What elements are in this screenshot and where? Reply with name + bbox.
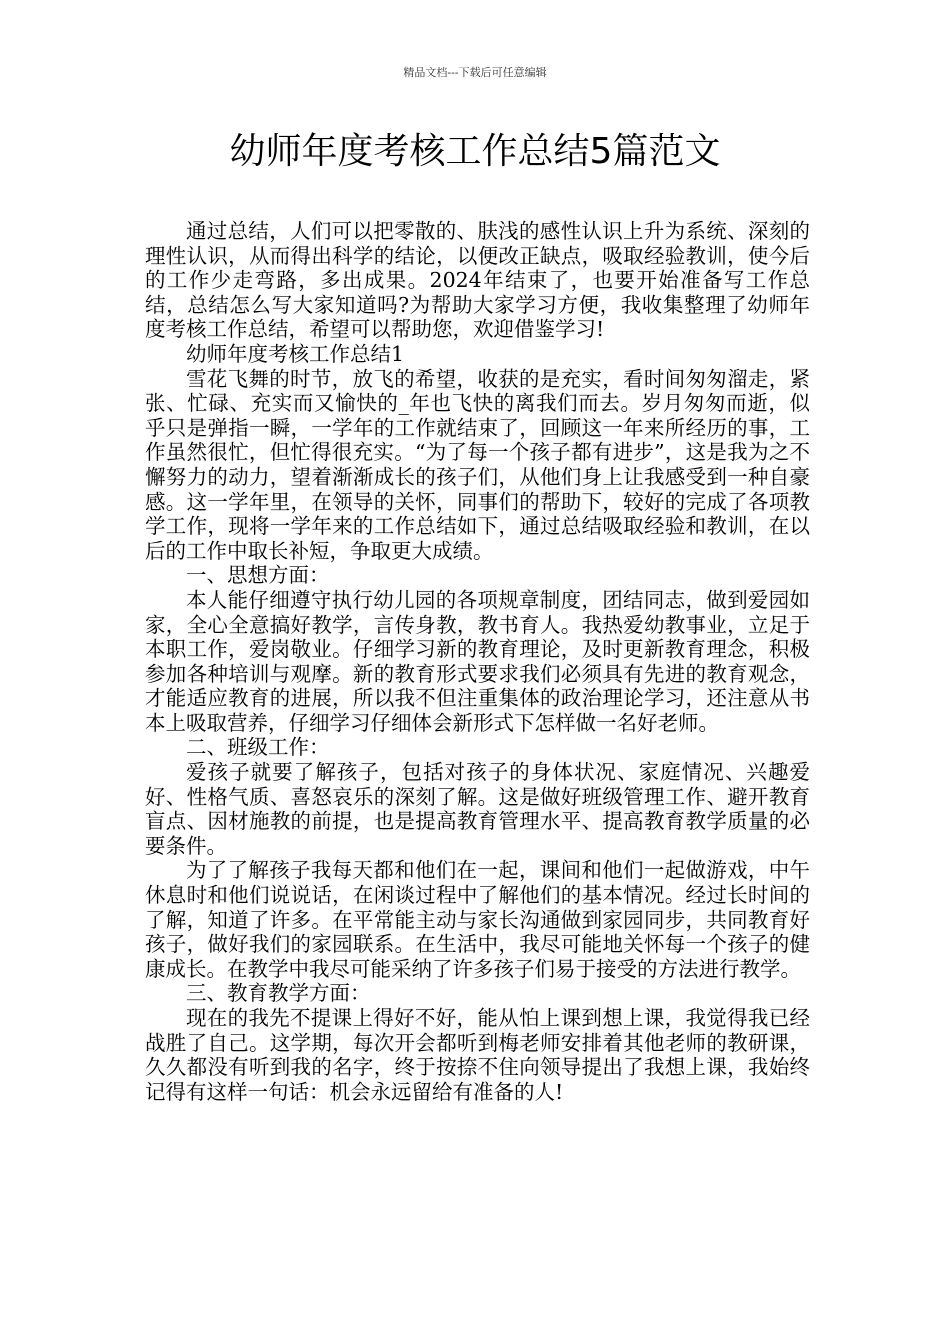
paragraph-class-work-2: 为了了解孩子我每天都和他们在一起，课间和他们一起做游戏，中午休息时和他们说说话，在闲谈过程中了解他们的基本情况。经过长时间的了解，知道了许多。在平常能主动与家长沟通做到家园同步，共同教育好孩子，做好我们的家园联系。在生活中，我尽可能地关怀每一个孩子的健康成长。在教学中我尽可能采纳了许多孩子们易于接受的方法进行教学。 <box>145 858 810 981</box>
paragraph-class-work-1: 爱孩子就要了解孩子，包括对孩子的身体状况、家庭情况、兴趣爱好、性格气质、喜怒哀乐的深刻了解。这是做好班级管理工作、避开教育盲点、因材施教的前提，也是提高教育管理水平、提高教育教学质量的必要条件。 <box>145 760 810 858</box>
paragraph-opening: 雪花飞舞的时节，放飞的希望，收获的是充实，看时间匆匆溜走，紧张、忙碌、充实而又愉快的_年也飞快的离我们而去。岁月匆匆而逝，似乎只是弹指一瞬，一学年的工作就结束了，回顾这一年来所经历的事，工作虽然很忙，但忙得很充实。“为了每一个孩子都有进步”，这是我为之不懈努力的动力，望着渐渐成长的孩子们，从他们身上让我感受到一种自豪感。这一学年里，在领导的关怀，同事们的帮助下，较好的完成了各项教学工作，现将一学年来的工作总结如下，通过总结吸取经验和教训，在以后的工作中取长补短，争取更大成绩。 <box>145 366 810 563</box>
document-body <box>145 219 810 1104</box>
header-note: 精品文档---下载后可任意编辑 <box>403 66 547 79</box>
document-title: 幼师年度考核工作总结5篇范文 <box>229 131 721 172</box>
section-heading-thought: 一、思想方面： <box>186 563 330 588</box>
paragraph-thought: 本人能仔细遵守执行幼儿园的各项规章制度，团结同志，做到爱园如家，全心全意搞好教学，言传身教，教书育人。我热爱幼教事业，立足于本职工作，爱岗敬业。仔细学习新的教育理论，及时更新教育理念，积极参加各种培训与观摩。新的教育形式要求我们必须具有先进的教育观念，才能适应教育的进展，所以我不但注重集体的政治理论学习，还注意从书本上吸取营养，仔细学习仔细体会新形式下怎样做一名好老师。 <box>145 587 810 735</box>
section-heading-class-work: 二、班级工作： <box>186 735 330 760</box>
section-heading-teaching: 三、教育教学方面： <box>186 981 371 1006</box>
paragraph-teaching: 现在的我先不提课上得好不好，能从怕上课到想上课，我觉得我已经战胜了自己。这学期，每次开会都听到梅老师安排着其他老师的教研课，久久都没有听到我的名字，终于按捺不住向领导提出了我想上课，我始终记得有这样一句话：机会永远留给有准备的人! <box>145 1006 810 1104</box>
section-heading-summary-1: 幼师年度考核工作总结1 <box>186 341 405 366</box>
paragraph-intro: 通过总结，人们可以把零散的、肤浅的感性认识上升为系统、深刻的理性认识，从而得出科学的结论，以便改正缺点，吸取经验教训，使今后的工作少走弯路，多出成果。2024年结束了，也要开始准备写工作总结，总结怎么写大家知道吗?为帮助大家学习方便，我收集整理了幼师年度考核工作总结，希望可以帮助您，欢迎借鉴学习! <box>145 219 810 342</box>
